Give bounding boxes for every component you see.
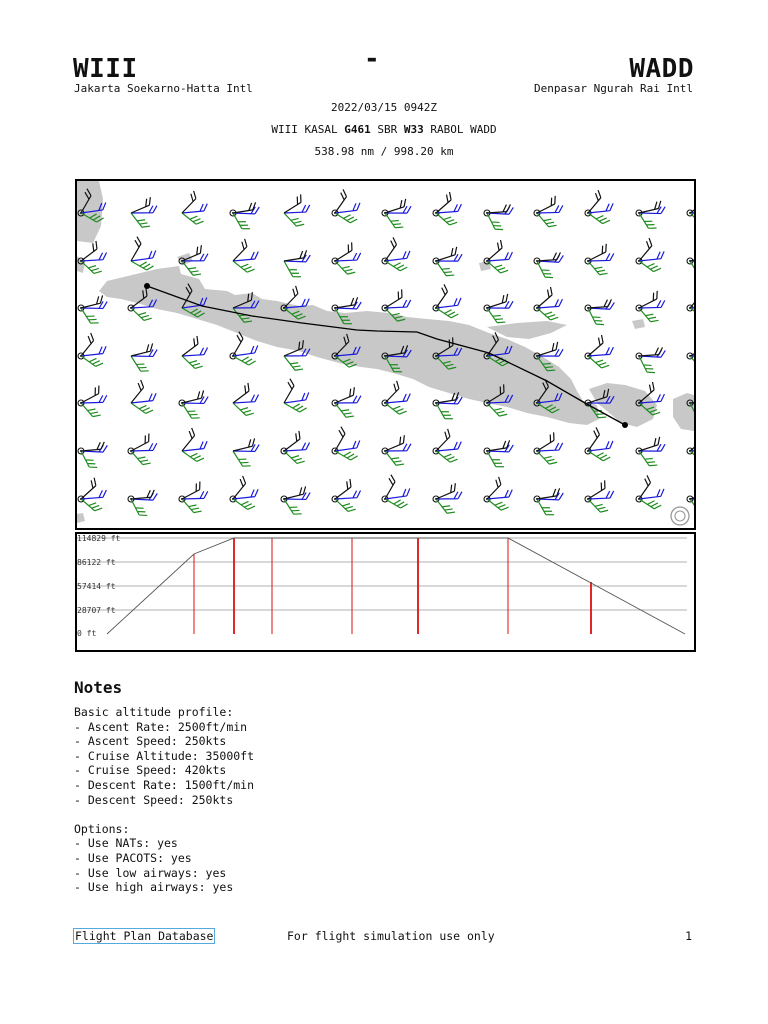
profile-canvas	[77, 534, 694, 650]
note-line: - Use low airways: yes	[74, 865, 227, 880]
wind-barb-icon	[587, 347, 613, 356]
route-part: SBR	[370, 123, 404, 136]
note-line	[74, 807, 254, 822]
notes-body	[74, 705, 254, 895]
wind-barb-icon	[379, 475, 397, 499]
wind-barb-icon	[233, 394, 259, 403]
note-line: - Use NATs: yes	[74, 836, 178, 851]
wind-barb-icon	[227, 332, 245, 356]
wind-barb-icon	[128, 197, 153, 213]
route-part: WIII KASAL	[271, 123, 345, 136]
notes-title: Notes	[74, 678, 123, 697]
route-string	[0, 123, 768, 136]
origin-name: Jakarta Soekarno-Hatta Intl	[74, 82, 253, 95]
wind-barb-icon	[131, 255, 154, 272]
wind-barb-icon	[229, 383, 252, 403]
note-line: - Descent Speed: 250kts	[74, 792, 234, 807]
land-masses	[77, 181, 694, 523]
small-island	[77, 513, 85, 523]
wind-barb-icon	[182, 347, 208, 356]
wind-barb-icon	[329, 189, 348, 213]
route-separator: -	[364, 44, 381, 74]
bali-land	[589, 383, 657, 427]
airway-g461: G461	[344, 123, 371, 136]
wind-barb-icon	[380, 381, 402, 403]
wind-barb-icon	[486, 252, 512, 261]
wind-barb-icon	[181, 204, 208, 213]
page-number: 1	[685, 929, 692, 943]
y-label: 114829 ft	[77, 534, 121, 543]
note-line: - Cruise Altitude: 35000ft	[74, 748, 255, 763]
altitude-profile	[75, 532, 696, 652]
y-label: 0 ft	[77, 629, 97, 638]
wind-barb-icon	[536, 299, 562, 308]
wind-barb-icon	[81, 252, 107, 261]
note-line: Basic altitude profile:	[74, 705, 234, 719]
note-line: Options:	[74, 821, 130, 836]
wind-barb-icon	[431, 429, 453, 451]
wind-barb-icon	[379, 237, 398, 261]
wind-barb-icon	[587, 203, 614, 213]
wind-barb-icon	[177, 191, 199, 213]
wind-barb-icon	[284, 205, 310, 213]
wind-barb-icon	[588, 491, 614, 499]
wind-barb-icon	[126, 380, 147, 403]
plan-datetime: 2022/03/15 0942Z	[331, 101, 437, 114]
wind-barb-icon	[278, 379, 296, 403]
madura-land	[487, 321, 567, 339]
y-label: 57414 ft	[77, 582, 116, 591]
destination-marker	[622, 422, 628, 428]
wind-barb-icon	[634, 238, 655, 261]
note-line: - Ascent Speed: 250kts	[74, 734, 227, 749]
wind-barb-icon	[430, 284, 449, 308]
wind-barb-icon	[486, 490, 513, 499]
y-label: 28707 ft	[77, 606, 116, 615]
destination-icao: WADD	[629, 54, 694, 84]
y-label: 86122 ft	[77, 558, 116, 567]
wind-barb-icon	[384, 394, 411, 403]
route-part: RABOL WADD	[423, 123, 497, 136]
footer-link-wrap	[73, 929, 215, 943]
route-distance: 538.98 nm / 998.20 km	[314, 145, 454, 158]
wind-barb-icon	[582, 427, 601, 451]
wind-barb-icon	[284, 442, 310, 451]
flight-plan-database-link[interactable]: Flight Plan Database	[75, 929, 214, 943]
wind-barb-icon	[435, 442, 462, 451]
wind-barb-icon	[178, 336, 201, 356]
wind-barb-icon	[125, 237, 143, 261]
note-line: - Use PACOTS: yes	[74, 850, 192, 865]
wind-barb-icon	[284, 397, 307, 414]
destination-name: Denpasar Ngurah Rai Intl	[534, 82, 693, 95]
wind-barb-icon	[335, 490, 361, 499]
small-island	[632, 319, 645, 329]
map-canvas	[77, 181, 694, 528]
wind-barb-icon	[688, 249, 694, 261]
wind-barb-icon	[482, 477, 504, 499]
java-land	[99, 266, 599, 425]
wind-barb-icon	[335, 253, 361, 261]
airway-w33: W33	[403, 123, 424, 136]
lombok-land	[673, 393, 694, 431]
wind-barb-icon	[329, 427, 347, 451]
wind-barb-icon	[80, 490, 106, 499]
note-line: - Descent Rate: 1500ft/min	[74, 777, 255, 792]
wind-barb-icon	[177, 428, 198, 451]
note-line: - Use high airways: yes	[74, 880, 234, 895]
wind-barb-icon	[280, 194, 304, 213]
wind-barb-icon	[633, 475, 652, 499]
wind-barb-icon	[233, 350, 256, 367]
wind-barb-icon	[537, 443, 563, 451]
note-line: - Cruise Speed: 420kts	[74, 763, 227, 778]
origin-marker	[144, 283, 150, 289]
route-wind-map	[75, 179, 696, 530]
wind-barb-icon	[688, 485, 694, 499]
wind-barb-icon	[77, 333, 96, 356]
origin-icao: WIII	[73, 54, 138, 84]
wind-barb-icon	[335, 445, 358, 462]
compass-logo-icon	[671, 507, 689, 525]
note-line: - Ascent Rate: 2500ft/min	[74, 719, 248, 734]
wind-barb-icon	[385, 493, 408, 510]
footer-disclaimer: For flight simulation use only	[287, 929, 495, 943]
profile-y-labels	[77, 534, 121, 638]
wind-barb-icon	[435, 204, 461, 213]
wind-barb-icon	[232, 252, 259, 261]
profile-grid	[77, 538, 687, 610]
wind-barb-icon	[385, 300, 411, 308]
wind-barb-icon	[583, 190, 604, 213]
wind-barb-icon	[228, 239, 250, 261]
wind-barb-icon	[638, 251, 665, 261]
wind-barb-icon	[228, 476, 249, 499]
